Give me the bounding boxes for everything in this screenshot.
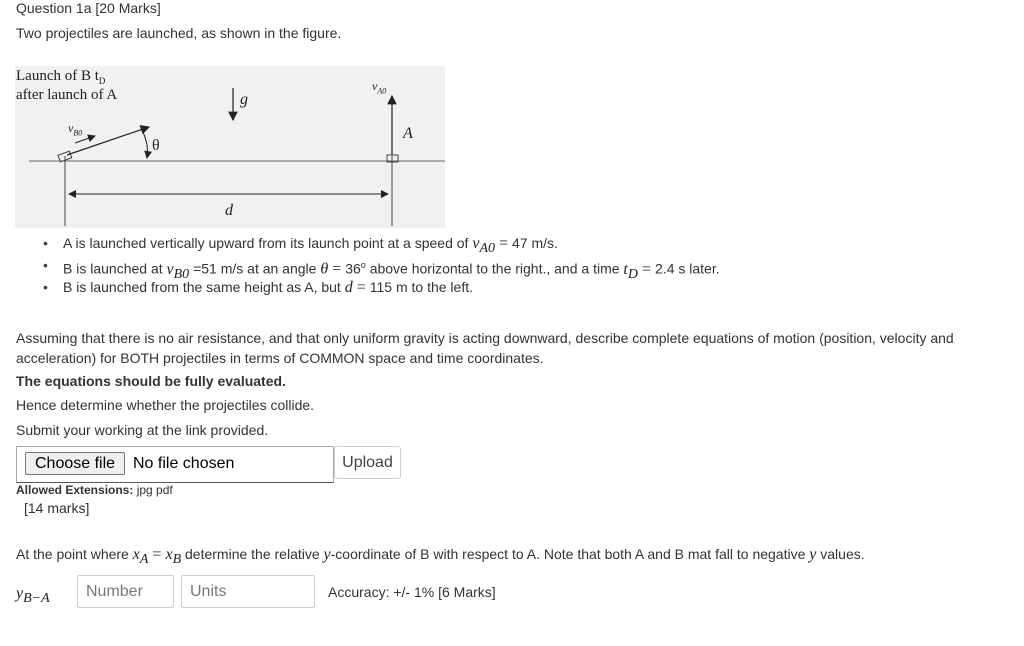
figure-label-g: g — [240, 91, 248, 108]
upload-button[interactable]: Upload — [334, 446, 401, 479]
figure-label-a: A — [403, 125, 413, 142]
number-input[interactable] — [77, 575, 174, 608]
assumption-text: Assuming that there is no air resistance, and that only uniform gravity is acting downward, describe complete equations of motion (position, velocity and acceleration) for BOTH projectiles in terms of COMMON space and time coordinates. — [16, 330, 954, 366]
list-item: • B is launched from the same height as A, but d = 115 m to the left. — [40, 277, 720, 299]
accuracy-label: Accuracy: +/- 1% [6 Marks] — [328, 584, 496, 600]
figure-label-after-a: after launch of A — [16, 87, 118, 103]
no-file-label: No file chosen — [133, 455, 235, 472]
answer-label: $y_{B-A}$ — [16, 585, 50, 607]
given-values-list — [40, 233, 720, 299]
part2-question: At the point where $x_A = x_B$ determine the relative y-coordinate of B with respect to A. Note that both A and B mat fall to negative y values. — [16, 546, 865, 568]
bold-note: The equations should be fully evaluated. — [16, 373, 286, 389]
figure-label-va0: $v_{A0}$ — [372, 79, 387, 96]
units-input[interactable] — [181, 575, 315, 608]
question-title: Question 1a [20 Marks] — [16, 0, 161, 16]
angle-arc — [143, 132, 148, 158]
submit-text: Submit your working at the link provided. — [16, 422, 269, 438]
figure-label-theta: θ — [152, 137, 160, 154]
file-input[interactable] — [16, 446, 334, 483]
list-item: • B is launched at $v_{B0} =51$ m/s at an angle $\theta = 36^o$ above horizontal to the right., and a time $t_D = 2.4$ s later. — [40, 255, 720, 277]
figure-label-d: d — [225, 202, 233, 219]
figure-label-vb0: $v_{B0}$ — [68, 121, 83, 138]
projectile-figure — [15, 66, 445, 228]
choose-file-button[interactable]: Choose file — [25, 452, 125, 475]
list-item: • A is launched vertically upward from its launch point at a speed of $v_{A0} = 47$ m/s. — [40, 233, 720, 255]
hence-text: Hence determine whether the projectiles collide. — [16, 397, 315, 413]
question-intro: Two projectiles are launched, as shown in the figure. — [16, 25, 342, 41]
allowed-extensions: Allowed Extensions: jpg pdf — [16, 483, 173, 497]
figure-label-launch-b: Launch of B $t_D$ — [16, 68, 106, 86]
marks-label: [14 marks] — [24, 500, 90, 516]
